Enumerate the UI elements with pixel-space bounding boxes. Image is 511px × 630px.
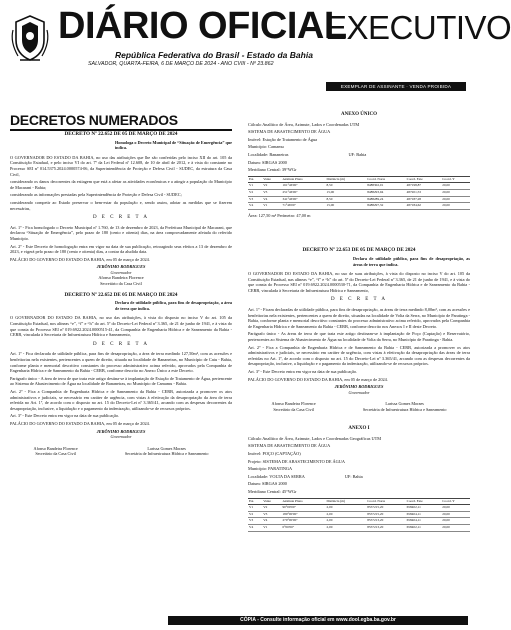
table-cell: 161°46'00" [281,183,325,190]
table-cell: V1 [262,203,281,210]
table-cell: 487201,53 [406,189,442,196]
table-cell: 0°00'00" [281,524,325,531]
right-column [248,110,470,535]
decree-paragraph: considerando os danos decorrentes da estiagem que está a afetar as atividades econômicas e a atingir a população do Município de Macarani - Bahia; [10,179,232,190]
table-cell: 8488302,01 [366,183,405,190]
table-header-cell: Distância (m) [326,176,367,183]
table-cell: 20,00 [441,183,470,190]
table-cell: 180°00'00" [281,511,325,518]
decree-heading: DECRETO Nº 22.652 DE 05 DE MARÇO DE 2024 [64,291,178,298]
annex-title: ANEXO I [348,426,370,432]
decreta-label: D E C R E T A [92,341,150,347]
table-cell: 20,00 [441,524,470,531]
annex-line: Projeto: SISTEMA DE ABASTECIMENTO DE ÁGUA [248,458,345,464]
table-cell: 2,00 [326,505,367,512]
table-cell: 341°46'00" [281,196,325,203]
annex-line: Datum: SIRGAS 2000 [248,481,287,487]
table-row [248,183,470,190]
decree-summary: Homologa o Decreto Municipal de “Situação de Emergência” que indica. [115,139,232,151]
decree-article: Parágrafo único - A área de terra de que trata este artigo destina-se à implantação de Estação de Tratamento de Água, pertencente ao Sistema de Abastecimento de Água na localidade de Bananeiras, no Município de Camamu - Bahia. [10,375,232,387]
section-title: DECRETOS NUMERADOS [10,112,178,128]
table-row [248,505,470,512]
governor-title: Governador [110,269,132,275]
table-cell: 20,00 [441,511,470,518]
table-row [248,524,470,531]
table-row [248,518,470,525]
newspaper-subtitle: EXECUTIVO [325,9,511,46]
table-cell: 20,00 [441,196,470,203]
signer-title: Secretário da Casa Civil [35,451,76,457]
table-header-cell: Coord. Y [441,498,470,505]
decree-heading: DECRETO Nº 22.652 DE 05 DE MARÇO DE 2024 [64,131,178,137]
table-header-row [248,498,470,505]
table-header-row [248,176,470,183]
palace-line: PALÁCIO DO GOVERNO DO ESTADO DA BAHIA, em 05 de março de 2024. [10,256,150,262]
table-cell: V2 [248,511,262,518]
decree-paragraph: O GOVERNADOR DO ESTADO DA BAHIA, no uso das atribuições que lhe são conferidas pelo inciso XII do art. 105 da Constituição Estadual, e pelo inciso VI do art. 7º da Lei Federal nº 12.608, de 10 de abril de 2012, e à vista do constante no Processo SEI nº 014.5375.2024.0000574-06, da Superintendência de Proteção e Defesa Civil - SUDEC, da estrutura da Casa Civil, [10,154,232,177]
secretary-name: Afonso Bandeira Florence [98,275,144,281]
table-header-cell: Coord. Norte [366,498,405,505]
annex-uf: UF: Bahia [344,473,363,479]
table-cell: V4 [248,203,262,210]
decree-paragraph: O GOVERNADOR DO ESTADO DA BAHIA, no uso das atribuições, à vista do disposto no inciso V do art. 105 da Constituição Estadual, nos alíneas “e”, “f” e “h” do art. 5º do Decreto-Lei Federal nº 3.365, de 21 de junho de 1941, e à vista do que consta do Processo SEI nº 019.6922.2024.0000515-41, da Companhia de Engenharia Hídrica e de Saneamento da Bahia - CERB, vinculada à Secretaria de Infraestrutura Hídrica e Saneamento, [10,315,232,338]
table-cell: V2 [262,505,281,512]
republic-line: República Federativa do Brasil - Estado da Bahia [115,50,313,60]
table-cell: 658402,11 [406,505,442,512]
table-row [248,511,470,518]
table-footer: Área: 127,50 m² Perímetro: 47,00 m [248,212,311,218]
table-cell: 658402,11 [406,524,442,531]
table-cell: V4 [248,524,262,531]
table-cell: 487187,28 [406,196,442,203]
signatures [10,446,232,457]
table-cell: 487198,87 [406,183,442,190]
table-cell: 2,00 [326,511,367,518]
annex-line-text: Localidade: VOLTA DA SERRA [248,473,305,479]
state-coat-of-arms-icon [10,12,50,64]
annex-line [248,474,470,480]
annex-line: Datum: SIRGAS 2000 [248,159,287,165]
decreta-label: D E C R E T A [92,215,150,221]
signer-name: Larissa Gomes Moraes [385,401,424,407]
table-cell: V4 [262,518,281,525]
decree-article: Art. 1º - Fica homologado o Decreto Municipal nº 1.760, de 13 de dezembro de 2023, da Prefeitura Municipal de Macarani, que declarou “Situação de Emergência”, pelo prazo de 180 (cento e oitenta) dias, na área comprovadamente afetada do referido Município. [10,224,232,241]
subscriber-badge: EXEMPLAR DE ASSINANTE · VENDA PROIBIDA [326,82,466,91]
decree-article: Art. 3º - Este Decreto entra em vigor na data de sua publicação. [10,413,120,419]
table-cell: 8557213,20 [366,518,405,525]
signature-right [363,401,447,412]
table-row [248,196,470,203]
coordinates-table [248,498,470,532]
table-header-cell: Vante [262,498,281,505]
table-cell: 2,00 [326,518,367,525]
table-row [248,189,470,196]
table-cell: 8488293,94 [366,189,405,196]
signer-title: Secretária de Infraestrutura Hídrica e Saneamento [124,451,209,457]
annex-system: SISTEMA DE ABASTECIMENTO DE ÁGUA [248,129,331,135]
table-cell: V1 [262,524,281,531]
table-cell: 8557215,20 [366,511,405,518]
table-header-cell: Coord. Y [441,176,470,183]
decreta-label: D E C R E T A [330,297,388,303]
table-header-cell: Coord. Norte [366,176,405,183]
table-cell: 2,00 [326,524,367,531]
table-header-cell: Vante [262,176,281,183]
table-header-cell: Distância (m) [326,498,367,505]
table-cell: 90°00'00" [281,505,325,512]
table-cell: 270°00'00" [281,518,325,525]
decree-article: Art. 1º - Fica declarada de utilidade pública, para fins de desapropriação, a área de terra medindo 127,50m², com as acessões e benfeitorias nela existentes, pertencentes a quem de direito, situada na localidade de Bananeiras, no Município de Catu - Bahia, conforme planta e memorial descritivo constantes do processo administrativo acima referido, aprovados pela Companhia de Engenharia Hídrica e de Saneamento da Bahia - CERB, conforme descrito no Anexo Único a este Decreto. [10,351,232,374]
signer-name: Afonso Bandeira Florence [33,445,78,451]
decree-paragraph: O GOVERNADOR DO ESTADO DA BAHIA, no uso de suas atribuições, à vista do disposto no inciso V do art. 105 da Constituição Estadual, nas alíneas “e”, “f” e “h” do art. 5º do Decreto-Lei Federal nº 3.365, de 21 de junho de 1941, e à vista do que consta do Processo SEI nº 019.6922.2024.0000530-71, da Companhia de Engenharia Hídrica e de Saneamento da Bahia - CERB, vinculada à Secretaria de Infraestrutura Hídrica e Saneamento, [248,271,470,293]
table-cell: V3 [248,518,262,525]
signer-title: Secretário da Casa Civil [273,406,314,412]
governor-title: Governador [110,434,132,440]
signer-name: Afonso Bandeira Florence [271,401,316,407]
annex-uf: UF: Bahia [348,151,367,157]
masthead [0,0,511,82]
palace-line: PALÁCIO DO GOVERNO DO ESTADO DA BAHIA, em 05 de março de 2024. [248,376,388,382]
newspaper-title: DIÁRIO OFICIAL [58,5,347,47]
table-cell: V2 [248,189,262,196]
table-cell: V3 [262,511,281,518]
decree-article: Art. 2º - Fica a Companhia de Engenharia Hídrica e de Saneamento da Bahia - CERB, autorizada a promover os atos administrativos e judiciais, se necessário em caráter de urgência, com vistas à efetivação da desapropriação das áreas de terra referidas no Art. 1º, de acordo com o disposto no art. 15 do Decreto-Lei nº 3.365/41, arcando com as despesas decorrentes da desapropriação, inclusive, a liquidação e o pagamento da indenização, utilizando-se de recursos próprios. [248,344,470,367]
table-cell: 8557213,20 [366,524,405,531]
table-cell: 8488289,24 [366,196,405,203]
signer-name: Larissa Gomes Moraes [147,445,186,451]
left-column [10,132,232,461]
decree-article: Art. 3º - Este Decreto entra em vigor na data de sua publicação. [248,369,358,374]
table-cell: 20,00 [441,518,470,525]
table-cell: 8557215,20 [366,505,405,512]
table-cell: 20,00 [441,203,470,210]
annex-line: Imóvel: Estação de Tratamento de Água [248,136,318,142]
table-cell: 8,50 [326,196,367,203]
signatures [248,401,470,412]
table-cell: 251°46'00" [281,189,325,196]
coordinates-table [248,176,470,210]
decree-article: Parágrafo único - As áreas de terra de que trata este artigo destinam-se à implantação de Poço (Captação) e Reservatório, pertencentes ao Sistema de Abastecimento de Água na localidade de Volta da Serra, no Município de Paratinga - Bahia. [248,331,470,343]
table-cell: V2 [262,183,281,190]
signature-left [34,446,78,457]
annex-title: ANEXO ÚNICO [341,112,377,117]
annex-system: SISTEMA DE ABASTECIMENTO DE ÁGUA [248,443,331,449]
governor-title: Governador [348,389,370,395]
table-cell: 15,00 [326,189,367,196]
copy-notice-footer: CÓPIA - Consulte informação oficial em www.dool.egba.ba.gov.br [168,616,468,625]
annex-line: Meridiano Central: 39°WGr [248,167,297,173]
table-cell: 20,00 [441,505,470,512]
decree-article: Art. 1º - Ficam declaradas de utilidade pública, para fins de desapropriação, as áreas de terra medindo 8,00m², com as acessões e benfeitorias nela existentes, pertencentes a quem de direito, situadas na localidade de Volta da Serra, no Município de Paratinga - Bahia, conforme planta e memorial descritivo constantes do processo administrativo acima referido, aprovados pela Companhia de Engenharia Hídrica e de Saneamento da Bahia - CERB, conforme descrito nos Anexos I e II deste Decreto. [248,307,470,329]
table-cell: 20,00 [441,189,470,196]
table-cell: V1 [248,505,262,512]
decree-summary: Declara de utilidade pública, para fins de desapropriação, a área de terra que indica. [115,300,232,311]
table-header-cell: Azimute Plano [281,498,325,505]
table-cell: 487184,62 [406,203,442,210]
table-header-cell: Est. [248,176,262,183]
table-cell: 71°46'00" [281,203,325,210]
annex-line: Imóvel: POÇO (CAPTAÇÃO) [248,450,301,456]
decree-paragraph: considerando as informações prestadas pela Superintendência de Proteção e Defesa Civil - SUDEC; [10,192,182,198]
decree-paragraph: considerando competir ao Estado preservar o bem-estar da população e, sendo assim, adotar as medidas que se fizerem necessárias, [10,199,232,211]
signature-left [272,401,316,412]
secretary-title: Secretário da Casa Civil [100,281,142,287]
table-cell: V4 [262,196,281,203]
palace-line: PALÁCIO DO GOVERNO DO ESTADO DA BAHIA, em 05 de março de 2024. [10,420,150,426]
governor-name: JERÔNIMO RODRIGUES [96,428,146,434]
signer-title: Secretária de Infraestrutura Hídrica e Saneamento [362,406,447,412]
annex-line: Meridiano Central: 45°WGr [248,488,297,494]
table-cell: 8,50 [326,183,367,190]
table-cell: 8488297,32 [366,203,405,210]
governor-name: JERÔNIMO RODRIGUES [96,264,146,270]
annex-calc-line: Cálculo Analítico de Área, Azimute, Lados e Coordenadas Geográficas UTM [248,435,382,441]
decree-article: Art. 2º - Este Decreto de homologação entra em vigor na data de sua publicação, retroagindo seus efeitos a 13 de dezembro de 2023, e vigerá pelo prazo de 180 (cento e oitenta) dias, a contar da aludida data. [10,243,232,255]
table-row [248,203,470,210]
table-header-cell: Coord. Este [406,176,442,183]
signature-right [125,446,209,457]
table-cell: V3 [248,196,262,203]
governor-name: JERÔNIMO RODRIGUES [334,384,384,390]
decree-article: Art. 2º - Fica a Companhia de Engenharia Hídrica e de Saneamento da Bahia - CERB, autorizada a promover os atos administrativos e judiciais, se necessário em caráter de urgência, com vistas à efetivação da desapropriação da área de terra referida no Art. 1º, de acordo com o disposto no art. 15 do Decreto-Lei nº 3.365/41, arcando com as despesas decorrentes da desapropriação, inclusive, a liquidação e o pagamento da indenização, utilizando-se de recursos próprios. [10,388,232,411]
table-header-cell: Coord. Este [406,498,442,505]
table-cell: V1 [248,183,262,190]
table-cell: 15,00 [326,203,367,210]
edition-line: SALVADOR, QUARTA-FEIRA, 6 DE MARÇO DE 2024 - ANO CVIII - Nº 23.862 [88,61,274,67]
decree-summary: Declara de utilidade pública, para fins de desapropriação, as áreas de terra que indica. [353,255,470,267]
table-header-cell: Azimute Plano [281,176,325,183]
annex-line: Município: PARATINGA [248,466,293,472]
table-header-cell: Est. [248,498,262,505]
annex-line-text: Localidade: Bananeiras [248,151,289,157]
annex-line: Município: Camamu [248,144,284,150]
table-cell: 658404,11 [406,518,442,525]
annex-calc-line: Cálculo Analítico de Área, Azimute, Lados e Coordenadas UTM [248,121,360,127]
annex-line [248,152,470,158]
table-cell: 658404,11 [406,511,442,518]
decree-heading: DECRETO Nº 22.653 DE 05 DE MARÇO DE 2024 [302,247,416,254]
table-cell: V3 [262,189,281,196]
